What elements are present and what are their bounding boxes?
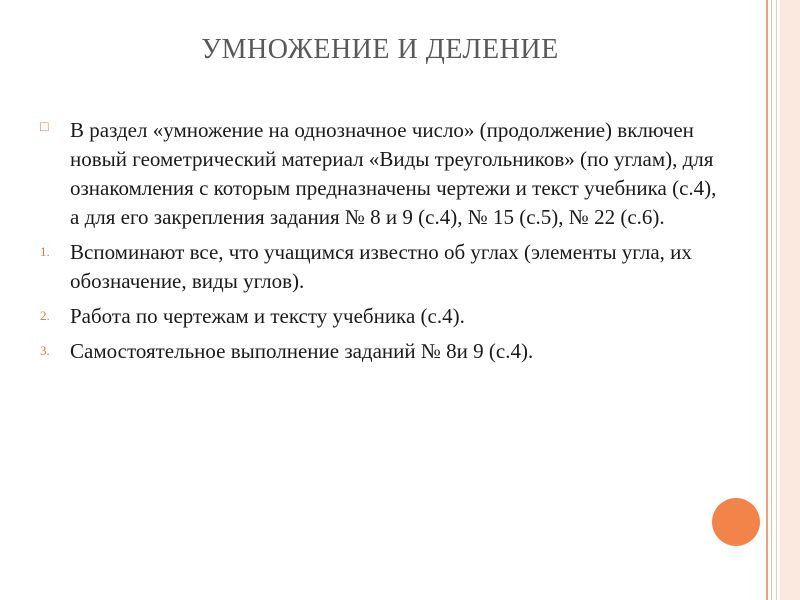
slide-content <box>40 116 720 372</box>
list-item-text: В раздел «умножение на однозначное число» (продолжение) включен новый геометрический материал «Виды треугольников» (по углам), для ознакомления с которым предназначены чертежи и текст учебника (с.4), а для его закрепления задания № 8 и 9 (с.4), № 15 (с.5), № 22 (с.6). <box>70 118 717 229</box>
slide-title: УМНОЖЕНИЕ И ДЕЛЕНИЕ <box>201 34 559 65</box>
list-item <box>40 238 720 296</box>
orange-circle-decoration <box>712 498 760 546</box>
list-item <box>40 337 720 366</box>
list-item-text: Работа по чертежам и тексту учебника (с.4). <box>70 304 465 328</box>
band-line <box>771 0 772 600</box>
list-item-number: 3. <box>40 343 50 358</box>
band-fill <box>780 0 800 600</box>
band-line <box>776 0 777 600</box>
square-bullet-icon: □ <box>40 120 49 135</box>
list-item-number: 2. <box>40 308 50 323</box>
list-item-text: Самостоятельное выполнение заданий № 8и 9 (с.4). <box>70 339 534 363</box>
list-item <box>40 302 720 331</box>
list-item <box>40 116 720 232</box>
decorative-band <box>762 0 800 600</box>
list-item-number: 1. <box>40 244 50 259</box>
band-line <box>766 0 768 600</box>
list-item-text: Вспоминают все, что учащимся известно об углах (элементы угла, их обозначение, виды углов). <box>70 240 692 293</box>
